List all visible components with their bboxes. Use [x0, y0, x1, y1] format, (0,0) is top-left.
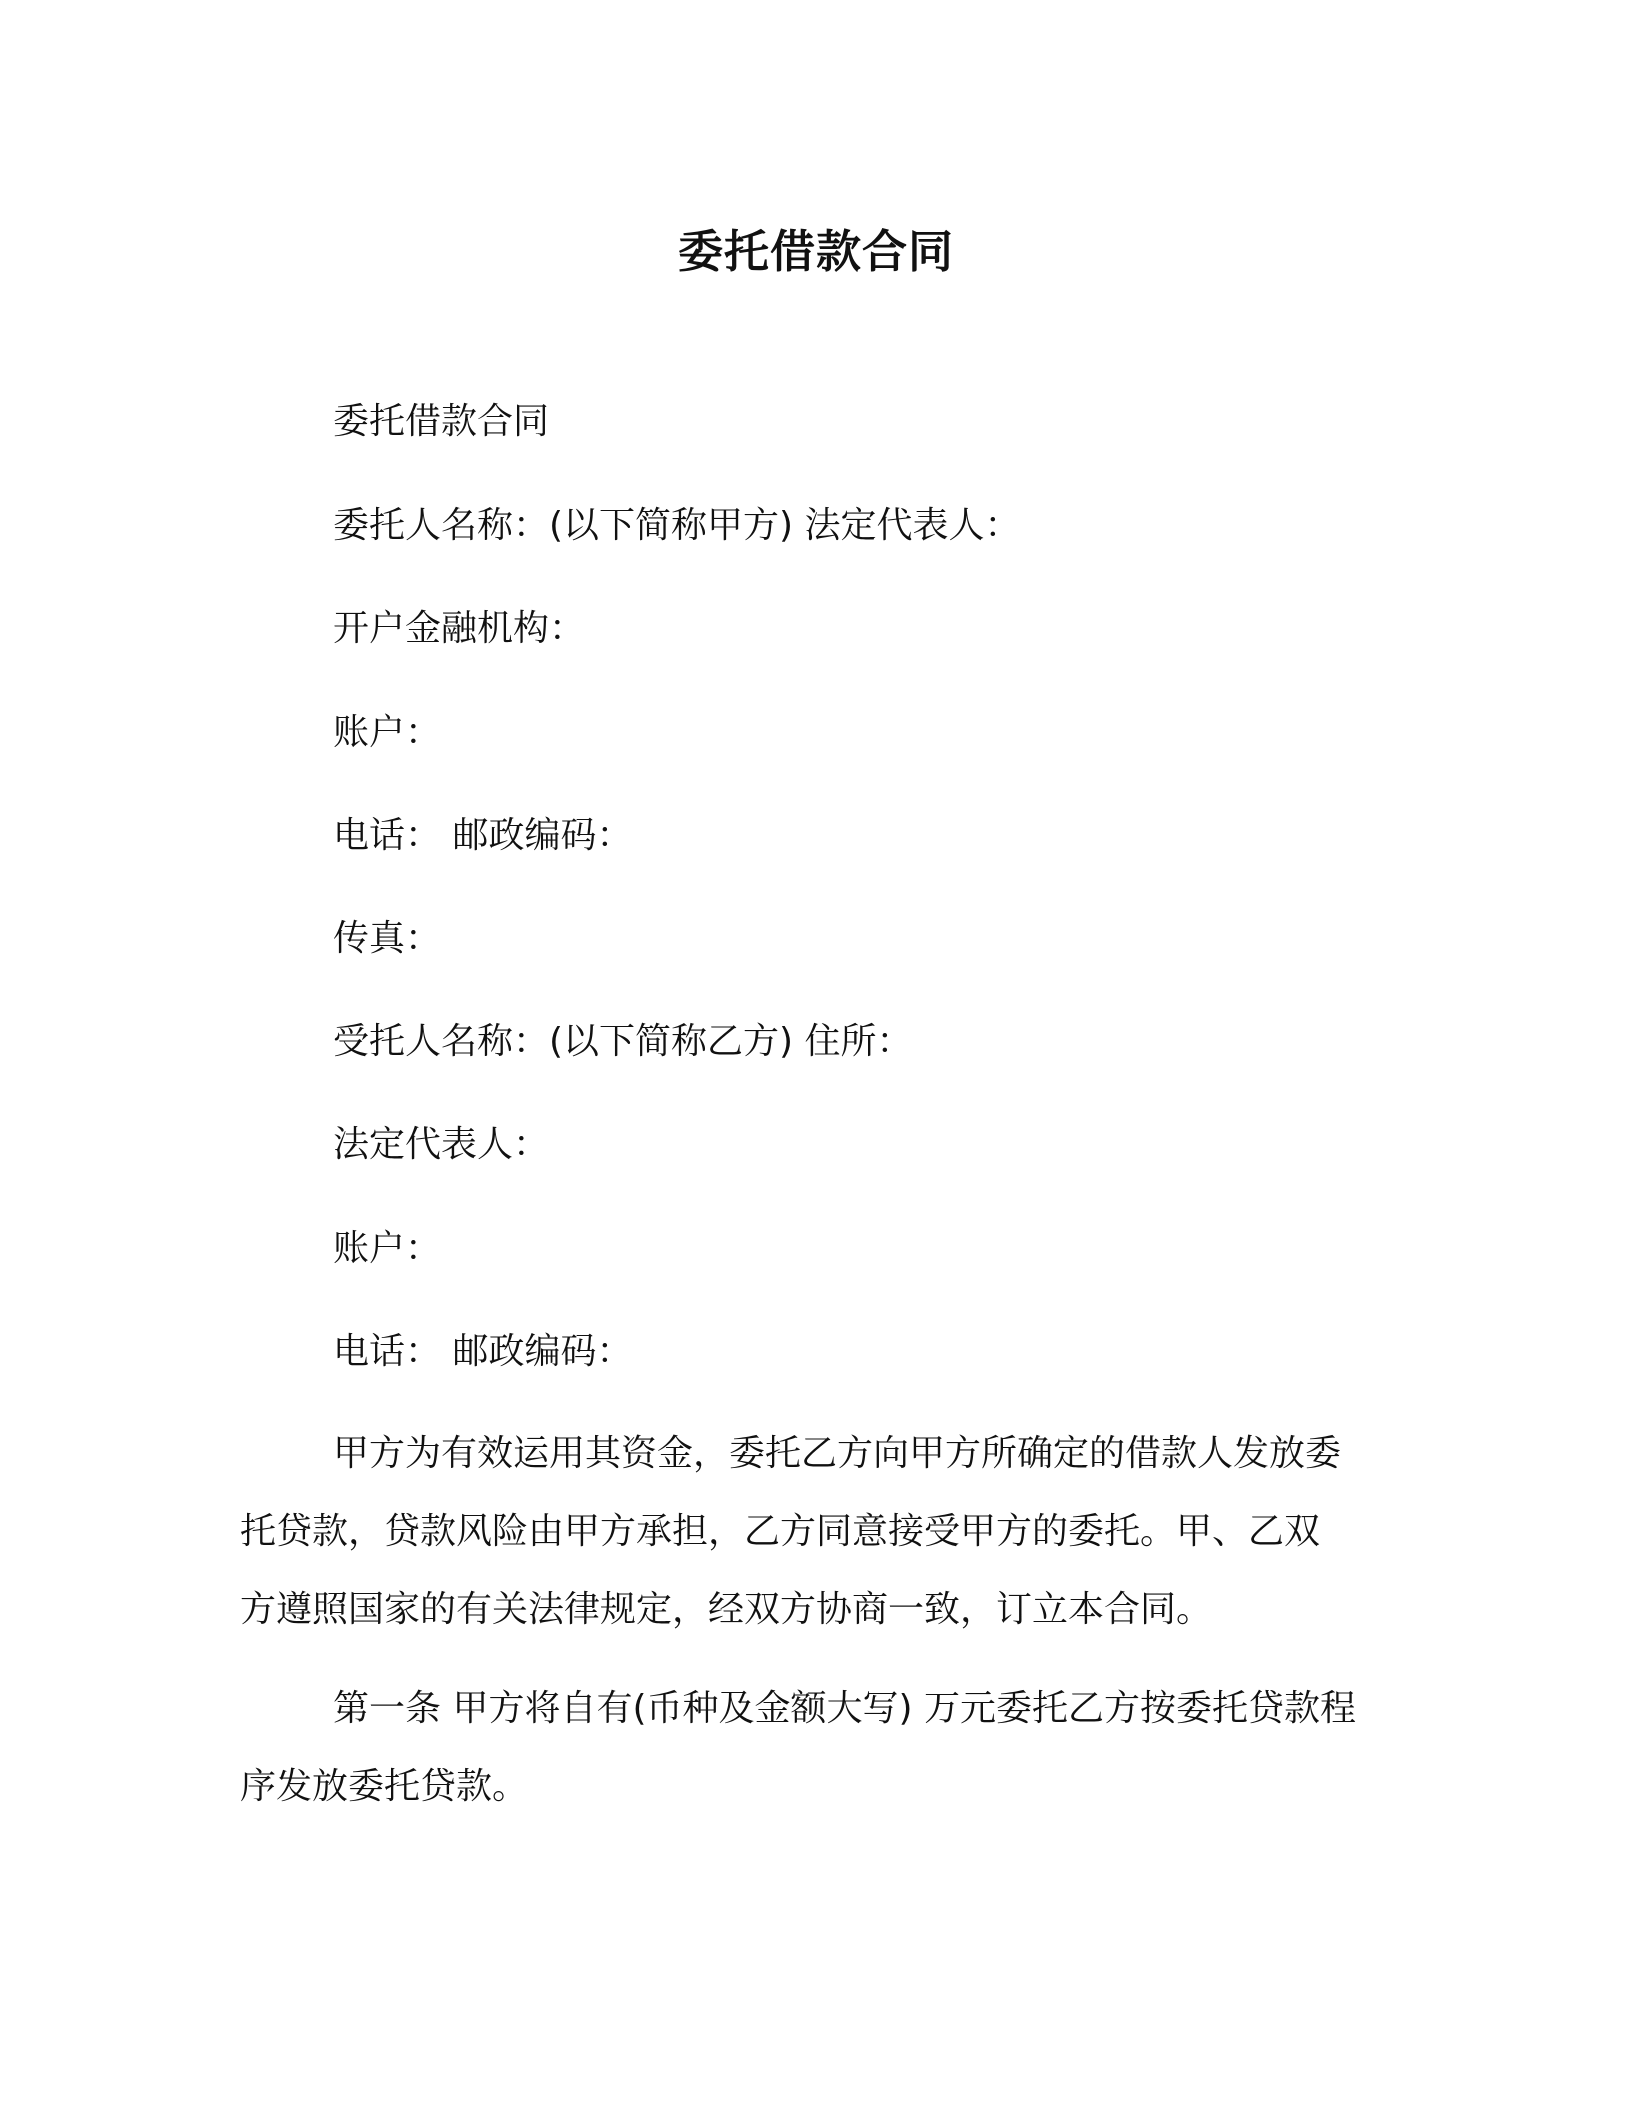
- trustee-account-field: 账户：: [333, 1228, 442, 1269]
- paragraph-line: 方遵照国家的有关法律规定，经双方协商一致，订立本合同。: [240, 1589, 1213, 1630]
- trustee-name-field: 受托人名称：(以下简称乙方) 住所：: [333, 1021, 913, 1062]
- paragraph-line: 序发放委托贷款。: [240, 1766, 529, 1807]
- contract-subtitle: 委托借款合同: [333, 401, 550, 442]
- paragraph-line: 第一条 甲方将自有(币种及金额大写) 万元委托乙方按委托贷款程: [333, 1688, 1356, 1729]
- principal-name-field: 委托人名称：(以下简称甲方) 法定代表人：: [333, 505, 1021, 546]
- principal-bank-field: 开户金融机构：: [333, 608, 586, 649]
- article-one-paragraph: [240, 1670, 1390, 1826]
- document-title: 委托借款合同: [677, 225, 954, 278]
- preamble-paragraph: [240, 1415, 1390, 1649]
- trustee-legal-rep-field: 法定代表人：: [333, 1124, 550, 1165]
- paragraph-line: 托贷款，贷款风险由甲方承担，乙方同意接受甲方的委托。甲、乙双: [240, 1511, 1321, 1552]
- principal-fax-field: 传真：: [333, 918, 442, 959]
- paragraph-line: 甲方为有效运用其资金，委托乙方向甲方所确定的借款人发放委: [333, 1433, 1342, 1474]
- principal-phone-postcode-field: 电话： 邮政编码：: [333, 815, 633, 856]
- principal-account-field: 账户：: [333, 712, 442, 753]
- trustee-phone-postcode-field: 电话： 邮政编码：: [333, 1331, 633, 1372]
